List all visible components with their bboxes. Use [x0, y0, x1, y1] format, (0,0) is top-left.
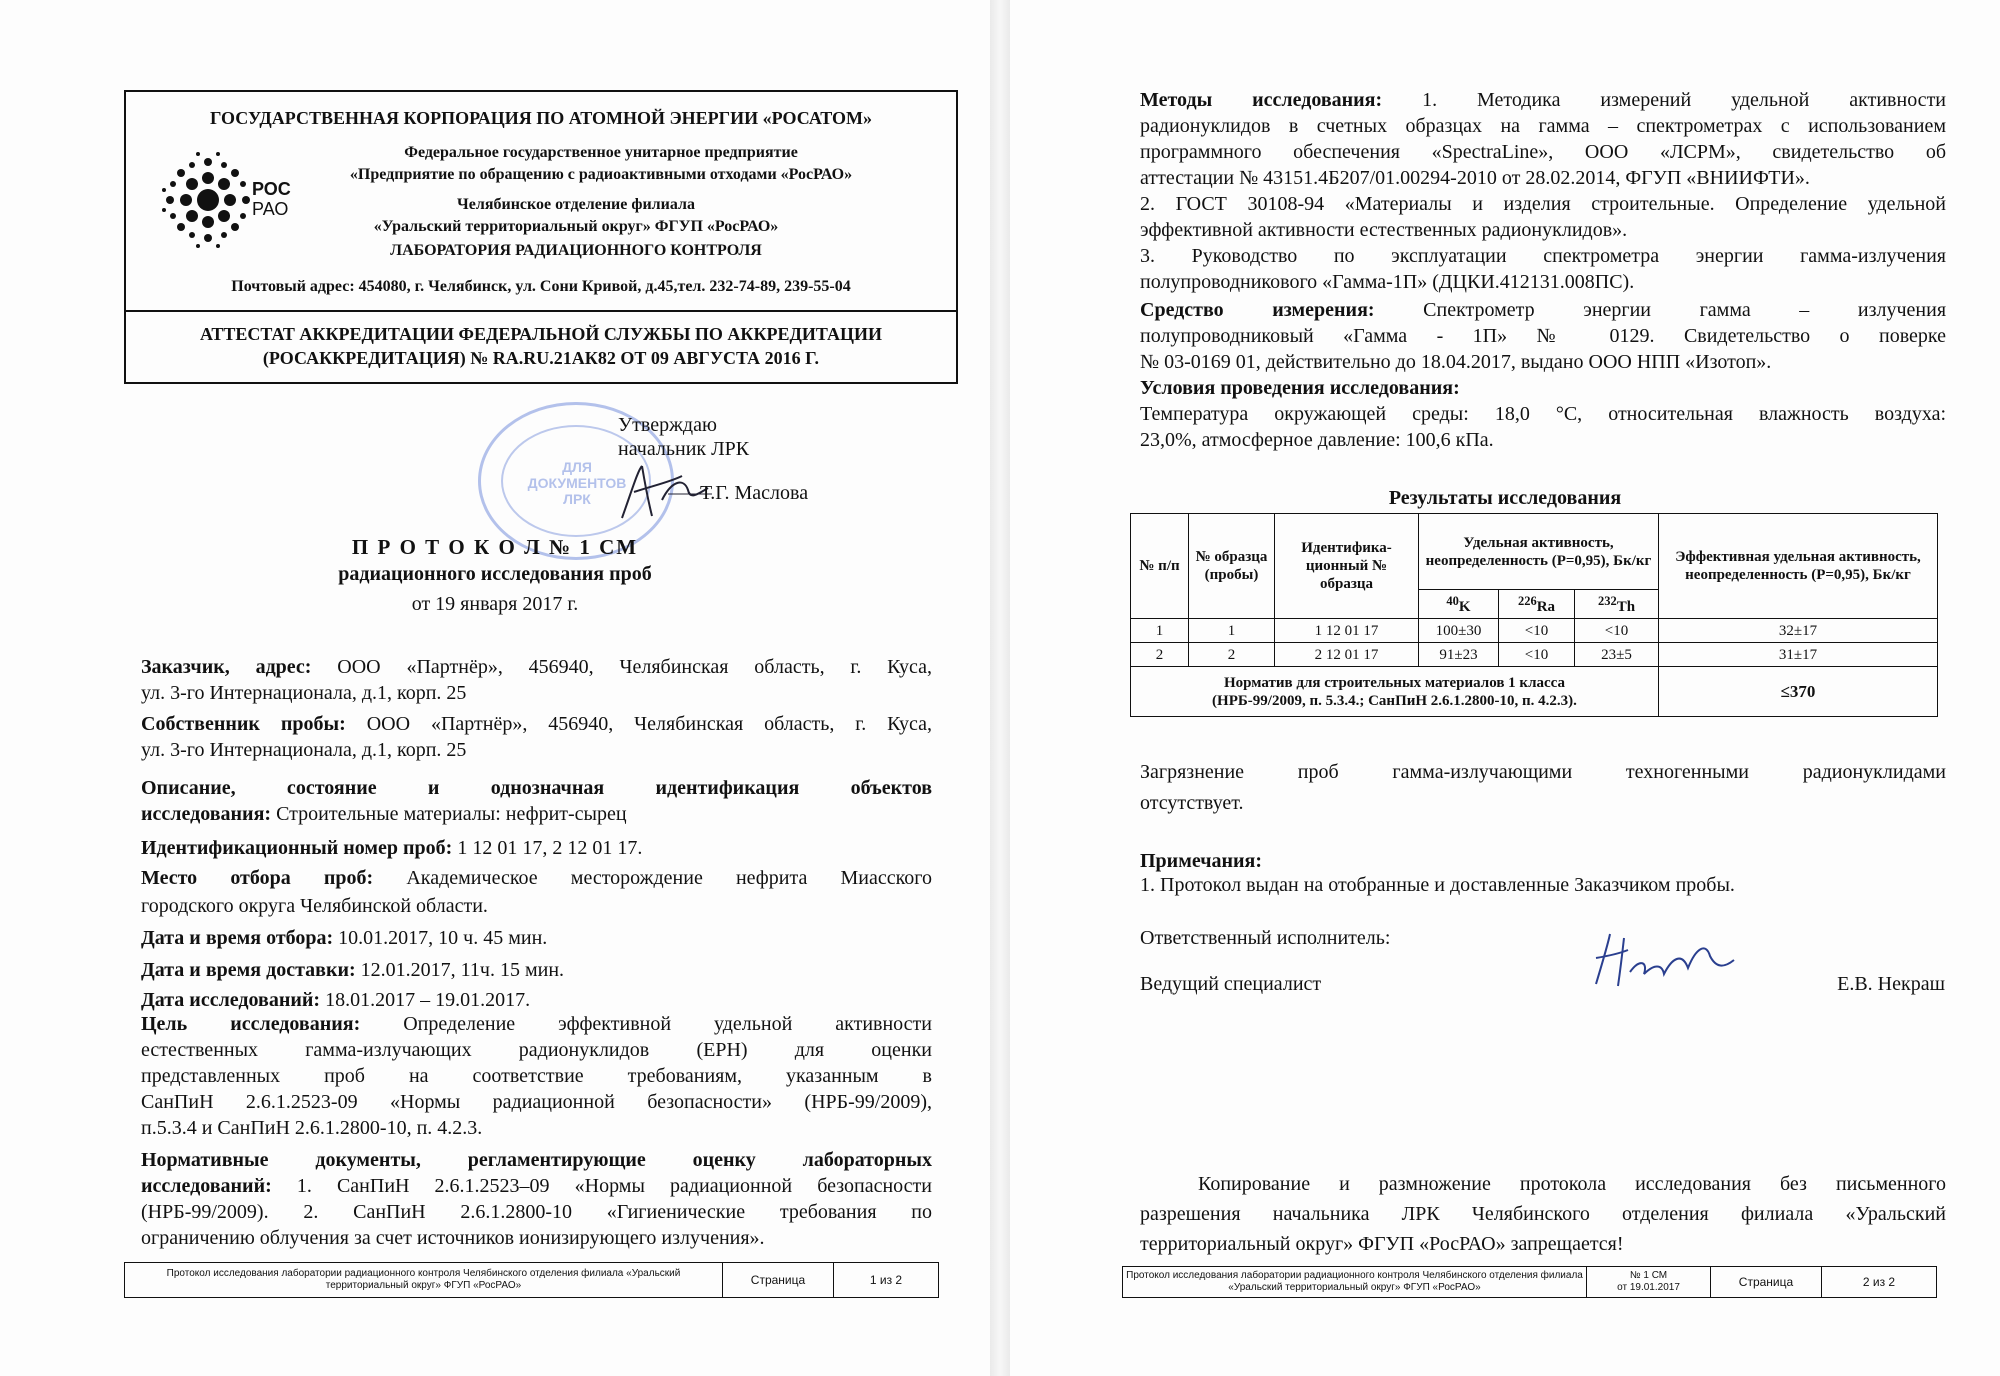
page-1-footer: [124, 1262, 939, 1298]
th-num: № п/п: [1131, 514, 1189, 619]
cell-effective: 31±17: [1659, 643, 1938, 667]
footer-page-label: Страница: [723, 1263, 834, 1297]
table-row: [1131, 619, 1938, 643]
sample-dt-label: Дата и время отбора:: [141, 927, 334, 949]
cell-th: 23±5: [1575, 643, 1659, 667]
footer-page-label: Страница: [1711, 1267, 1822, 1297]
goal-value-1: Определение эффективной удельной активности: [403, 1013, 933, 1035]
header-branch2: «Уральский территориальный округ» ФГУП «РосРАО»: [373, 218, 779, 235]
cell-th: <10: [1575, 619, 1659, 643]
pollution-line-1: Загрязнение проб гамма-излучающими техногенными радионуклидами: [1140, 761, 1946, 783]
means-value-2: полупроводниковый «Гамма - 1П» № 0129. Свидетельство о поверке: [1140, 325, 1946, 347]
header-branch1: Челябинское отделение филиала: [457, 196, 695, 213]
norm-docs-label-1: Нормативные документы, регламентирующие оценку лабораторных: [141, 1149, 932, 1171]
norm-docs-value-1: 1. СанПиН 2.6.1.2523–09 «Нормы радиационной безопасности: [296, 1175, 933, 1197]
customer-value-2: ул. 3-го Интернационала, д.1, корп. 25: [141, 682, 467, 704]
results-title: Результаты исследования: [1388, 487, 1622, 509]
rosrao-logo: [158, 150, 298, 250]
executor-name: Е.В. Некраш: [1837, 973, 1945, 995]
header-attestation: [126, 316, 956, 382]
methods-value-6: эффективной активности естественных радионуклидов».: [1140, 219, 1628, 241]
footer-num-date: от 19.01.2017: [1617, 1282, 1680, 1293]
header-address: Почтовый адрес: 454080, г. Челябинск, ул. Сони Кривой, д.45,тел. 232-74-89, 239-55-04: [231, 278, 851, 295]
cell-num: 2: [1131, 643, 1189, 667]
norm-value: ≤370: [1659, 667, 1938, 717]
methods-value-2: радионуклидов в счетных образцах на гамма – спектрометрах с использованием: [1140, 115, 1946, 137]
id-value: 1 12 01 17, 2 12 01 17.: [457, 837, 643, 859]
attestation-line-1: АТТЕСТАТ АККРЕДИТАЦИИ ФЕДЕРАЛЬНОЙ СЛУЖБЫ ПО АККРЕДИТАЦИИ: [199, 324, 883, 344]
description-line-2: [141, 802, 627, 826]
place-value-2: городского округа Челябинской области.: [141, 895, 488, 917]
cell-ra: <10: [1499, 643, 1575, 667]
footer-description: Протокол исследования лаборатории радиационного контроля Челябинского отделения филиала «Уральский территориальный округ» ФГУП «РосРАО»: [125, 1263, 723, 1297]
header-fed2: «Предприятие по обращению с радиоактивными отходами «РосРАО»: [349, 166, 853, 183]
logo-text-top: РОС: [252, 179, 291, 199]
methods-value-1: 1. Методика измерений удельной активности: [1422, 89, 1947, 111]
goal-label: Цель исследования:: [141, 1013, 361, 1035]
methods-value-8: полупроводникового «Гамма-1П» (ДЦКИ.412131.008ПС).: [1140, 271, 1635, 293]
footer-protocol-number: [1587, 1267, 1711, 1297]
executor-position: Ведущий специалист: [1140, 973, 1322, 995]
goal-value-5: п.5.3.4 и СанПиН 2.6.1.2800-10, п. 4.2.3.: [141, 1117, 483, 1139]
cell-ident: 1 12 01 17: [1275, 619, 1419, 643]
header-box: [124, 90, 958, 384]
copy-warning-1: Копирование и размножение протокола исследования без письменного: [1198, 1173, 1946, 1195]
page-2-footer: [1122, 1266, 1937, 1298]
owner-line-1: [141, 712, 932, 736]
description-value: Строительные материалы: нефрит-сырец: [276, 803, 627, 825]
research-date-value: 18.01.2017 – 19.01.2017.: [325, 989, 531, 1011]
cell-ra: <10: [1499, 619, 1575, 643]
customer-line-1: [141, 655, 932, 679]
th-effective: Эффективная удельная активность, неопределенность (Р=0,95), Бк/кг: [1659, 514, 1938, 619]
delivery-value: 12.01.2017, 11ч. 15 мин.: [360, 959, 565, 981]
norm-cell: [1131, 667, 1659, 717]
place-value-1: Академическое месторождение нефрита Миасского: [406, 867, 932, 889]
header-fed1: Федеральное государственное унитарное предприятие: [404, 144, 798, 161]
notes-label: Примечания:: [1140, 850, 1263, 872]
responsible-label: Ответственный исполнитель:: [1140, 927, 1391, 949]
header-lab: ЛАБОРАТОРИЯ РАДИАЦИОННОГО КОНТРОЛЯ: [390, 242, 762, 259]
cell-sample: 2: [1189, 643, 1275, 667]
pollution-line-2: отсутствует.: [1140, 792, 1244, 814]
description-label-1: Описание, состояние и однозначная идентификация объектов: [141, 777, 932, 799]
methods-value-3: программного обеспечения «SpectraLine», ООО «ЛСРМ», свидетельство об: [1140, 141, 1946, 163]
conditions-value-2: 23,0%, атмосферное давление: 100,6 кПа.: [1140, 429, 1494, 451]
goal-value-4: СанПиН 2.6.1.2523-09 «Нормы радиационной безопасности» (НРБ-99/2009),: [141, 1091, 932, 1113]
norm-docs-label-2: исследований:: [141, 1175, 272, 1197]
cell-effective: 32±17: [1659, 619, 1938, 643]
header-corp: ГОСУДАРСТВЕННАЯ КОРПОРАЦИЯ ПО АТОМНОЙ ЭНЕРГИИ «РОСАТОМ»: [209, 108, 873, 128]
conditions-value-1: Температура окружающей среды: 18,0 °С, относительная влажность воздуха:: [1140, 403, 1946, 425]
protocol-title: П Р О Т О К О Л № 1 СМ: [351, 535, 639, 559]
footer-description: Протокол исследования лаборатории радиационного контроля Челябинского отделения филиала «Уральский территориальный округ» ФГУП «РосРАО»: [1123, 1267, 1587, 1297]
table-row: [1131, 643, 1938, 667]
th-sample: № образца (пробы): [1189, 514, 1275, 619]
notes-item-1: 1. Протокол выдан на отобранные и доставленные Заказчиком пробы.: [1140, 874, 1735, 896]
footer-num: № 1 СМ: [1629, 1270, 1668, 1281]
results-table: [1130, 513, 1938, 717]
attestation-line-2: (РОСАККРЕДИТАЦИЯ) № RA.RU.21АК82 ОТ 09 АВГУСТА 2016 Г.: [262, 348, 820, 368]
owner-value-1: ООО «Партнёр», 456940, Челябинская область, г. Куса,: [366, 713, 933, 735]
cell-sample: 1: [1189, 619, 1275, 643]
th-th: $^{232}$Th: [1575, 590, 1659, 619]
goal-value-3: представленных проб на соответствие требованиям, указанным в: [141, 1065, 932, 1087]
conditions-label: Условия проведения исследования:: [1140, 377, 1460, 399]
approve-line-1: Утверждаю: [618, 414, 717, 436]
owner-value-2: ул. 3-го Интернационала, д.1, корп. 25: [141, 739, 467, 761]
norm-docs-value-2: (НРБ-99/2009). 2. СанПиН 2.6.1.2800-10 «Гигиенические требования по: [141, 1201, 932, 1223]
cell-k: 100±30: [1419, 619, 1499, 643]
goal-value-2: естественных гамма-излучающих радионуклидов (ЕРН) для оценки: [141, 1039, 932, 1061]
methods-label: Методы исследования:: [1140, 89, 1383, 111]
protocol-subtitle: радиационного исследования проб: [338, 563, 652, 585]
footer-page-value: 1 из 2: [869, 1273, 903, 1287]
th-ident: Идентифика-ционный № образца: [1275, 514, 1419, 619]
approver-signature-icon: [612, 460, 712, 524]
page-2: [1010, 0, 2000, 1376]
cell-k: 91±23: [1419, 643, 1499, 667]
approver-name: Т.Г. Маслова: [700, 482, 809, 504]
customer-label: Заказчик, адрес:: [141, 656, 312, 678]
means-line-1: [1140, 298, 1946, 322]
header-org-section: [126, 92, 956, 312]
page-gutter: [990, 0, 1010, 1376]
norm-row: [1131, 667, 1938, 717]
stamp-text: ДЛЯ ДОКУМЕНТОВ ЛРК: [527, 459, 627, 507]
research-date-label: Дата исследований:: [141, 989, 321, 1011]
footer-page-value: 2 из 2: [1862, 1275, 1896, 1289]
th-k: $^{40}$K: [1419, 590, 1499, 619]
research-date-line: [141, 988, 530, 1012]
methods-value-7: 3. Руководство по эксплуатации спектрометра энергии гамма-излучения: [1140, 245, 1946, 267]
cell-num: 1: [1131, 619, 1189, 643]
delivery-line: [141, 958, 564, 982]
id-line: [141, 836, 642, 860]
id-label: Идентификационный номер проб:: [141, 837, 453, 859]
logo-text-bottom: РАО: [252, 199, 289, 219]
norm-text-1: Норматив для строительных материалов 1 класса: [1224, 674, 1565, 691]
owner-label: Собственник пробы:: [141, 713, 346, 735]
means-label: Средство измерения:: [1140, 299, 1375, 321]
norm-docs-value-3: ограничению облучения за счет источников ионизирующего излучения».: [141, 1227, 765, 1249]
protocol-date: от 19 января 2017 г.: [411, 593, 579, 615]
place-line-1: [141, 866, 932, 890]
copy-warning-2: разрешения начальника ЛРК Челябинского отделения филиала «Уральский: [1140, 1203, 1946, 1225]
copy-warning-3: территориальный округ» ФГУП «РосРАО» запрещается!: [1140, 1233, 1624, 1255]
page-1: [0, 0, 990, 1376]
sample-dt-value: 10.01.2017, 10 ч. 45 мин.: [338, 927, 548, 949]
delivery-label: Дата и время доставки:: [141, 959, 356, 981]
norm-docs-line-2: [141, 1174, 932, 1198]
means-value-3: № 03-0169 01, действительно до 18.04.2017, выдано ООО НПП «Изотоп».: [1140, 351, 1772, 373]
sample-dt-line: [141, 926, 547, 950]
means-value-1: Спектрометр энергии гамма – излучения: [1423, 299, 1947, 321]
description-label-2: исследования:: [141, 803, 272, 825]
th-ra: $^{226}$Ra: [1499, 590, 1575, 619]
place-label: Место отбора проб:: [141, 867, 374, 889]
methods-value-5: 2. ГОСТ 30108-94 «Материалы и изделия строительные. Определение удельной: [1140, 193, 1946, 215]
methods-value-4: аттестации № 43151.4Б207/01.00294-2010 от 28.02.2014, ФГУП «ВНИИФТИ».: [1140, 167, 1810, 189]
approve-line-2: начальник ЛРК: [618, 438, 750, 460]
methods-line-1: [1140, 88, 1946, 112]
customer-value-1: ООО «Партнёр», 456940, Челябинская область, г. Куса,: [337, 656, 933, 678]
th-specific: Удельная активность, неопределенность (Р=0,95), Бк/кг: [1419, 514, 1659, 590]
norm-text-2: (НРБ-99/2009, п. 5.3.4.; СанПиН 2.6.1.2800-10, п. 4.2.3).: [1212, 692, 1577, 709]
cell-ident: 2 12 01 17: [1275, 643, 1419, 667]
goal-line-1: [141, 1012, 932, 1036]
